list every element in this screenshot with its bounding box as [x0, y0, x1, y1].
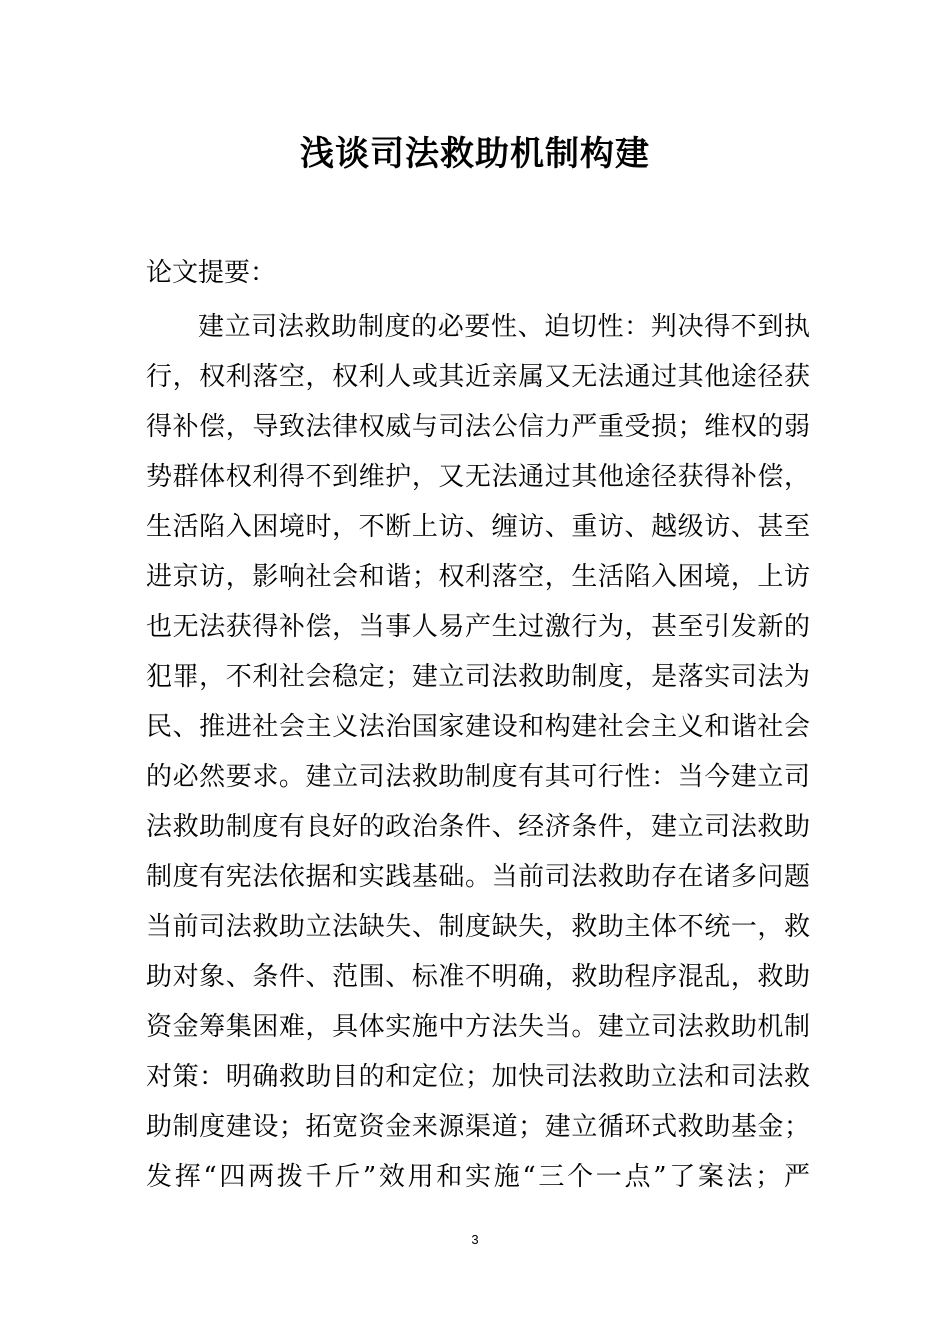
abstract-line: 发挥“四两拨千斤”效用和实施“三个一点”了案法；严: [146, 1162, 810, 1192]
abstract-line: 资金筹集困难，具体实施中方法失当。建立司法救助机制: [146, 1012, 810, 1042]
abstract-line: 势群体权利得不到维护，又无法通过其他途径获得补偿，: [146, 462, 810, 492]
abstract-line: 制度有宪法依据和实践基础。当前司法救助存在诸多问题: [146, 862, 810, 892]
abstract-line: 对策：明确救助目的和定位；加快司法救助立法和司法救: [146, 1062, 810, 1092]
abstract-line: 生活陷入困境时，不断上访、缠访、重访、越级访、甚至: [146, 512, 810, 542]
abstract-label: 论文提要：: [146, 258, 277, 288]
page-number: 3: [471, 1232, 479, 1247]
abstract-line: 行，权利落空，权利人或其近亲属又无法通过其他途径获: [146, 362, 810, 392]
abstract-line: 法救助制度有良好的政治条件、经济条件，建立司法救助: [146, 812, 810, 842]
abstract-line: 民、推进社会主义法治国家建设和构建社会主义和谐社会: [146, 712, 810, 742]
abstract-line: 助对象、条件、范围、标准不明确，救助程序混乱，救助: [146, 962, 810, 992]
abstract-line: 犯罪，不利社会稳定；建立司法救助制度，是落实司法为: [146, 662, 810, 692]
abstract-line: 当前司法救助立法缺失、制度缺失，救助主体不统一，救: [146, 912, 810, 942]
abstract-line: 建立司法救助制度的必要性、迫切性：判决得不到执: [198, 312, 810, 342]
abstract-line: 进京访，影响社会和谐；权利落空，生活陷入困境，上访: [146, 562, 810, 592]
abstract-line: 的必然要求。建立司法救助制度有其可行性：当今建立司: [146, 762, 810, 792]
document-title: 浅谈司法救助机制构建: [300, 134, 650, 174]
abstract-line: 也无法获得补偿，当事人易产生过激行为，甚至引发新的: [146, 612, 810, 642]
abstract-line: 助制度建设；拓宽资金来源渠道；建立循环式救助基金；: [146, 1112, 810, 1142]
abstract-line: 得补偿，导致法律权威与司法公信力严重受损；维权的弱: [146, 412, 810, 442]
abstract-body: [146, 302, 810, 1202]
